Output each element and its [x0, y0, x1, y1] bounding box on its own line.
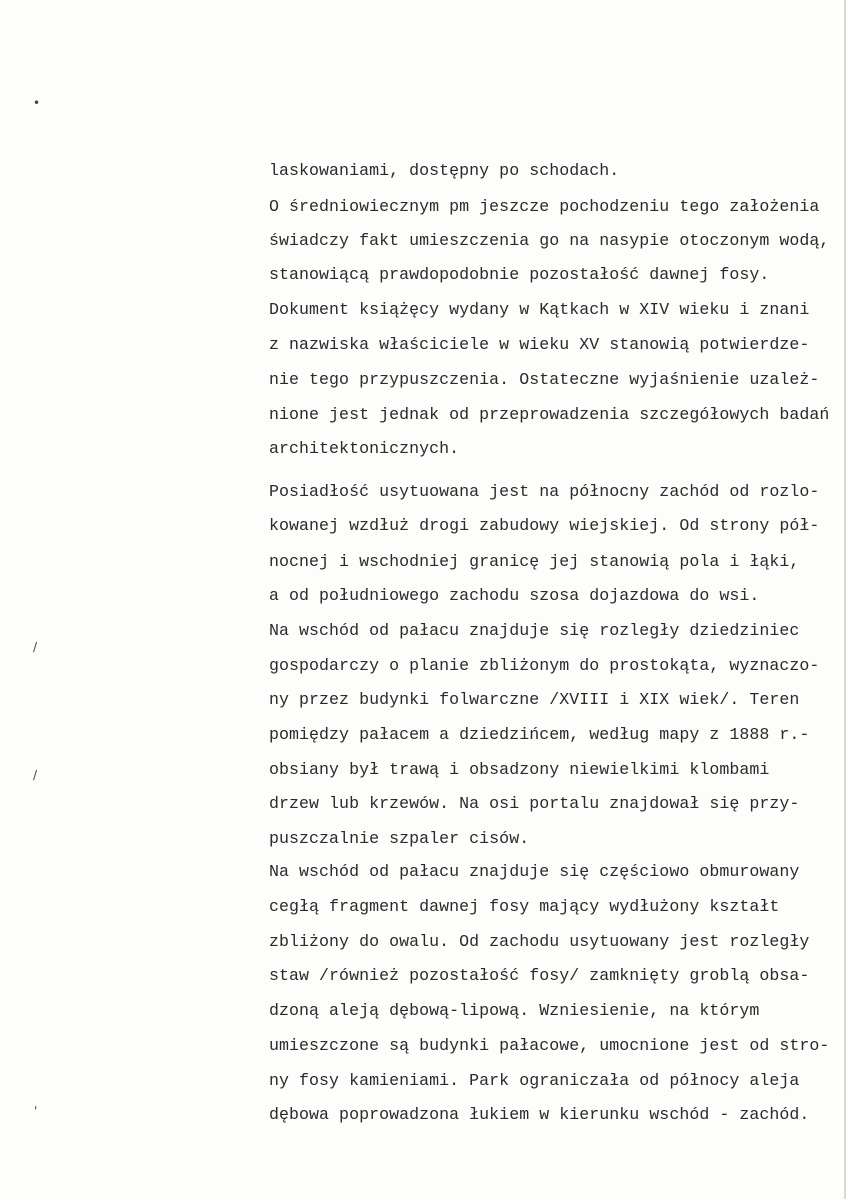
text-line: puszczalnie szpaler cisów.	[269, 829, 530, 848]
text-line: Na wschód od pałacu znajduje się częściowo obmurowany	[269, 862, 800, 881]
text-line: Dokument książęcy wydany w Kątkach w XIV wieku i znani	[269, 300, 810, 319]
text-line: Posiadłość usytuowana jest na północny zachód od rozlo-	[269, 482, 820, 501]
text-line: Na wschód od pałacu znajduje się rozległy dziedziniec	[269, 621, 800, 640]
text-line: kowanej wzdłuż drogi zabudowy wiejskiej. Od strony pół-	[269, 516, 820, 535]
text-line: zbliżony do owalu. Od zachodu usytuowany jest rozległy	[269, 932, 810, 951]
text-line: cegłą fragment dawnej fosy mający wydłużony kształt	[269, 897, 780, 916]
text-line: O średniowiecznym pm jeszcze pochodzeniu tego założenia	[269, 197, 820, 216]
margin-mark: /	[33, 768, 38, 782]
text-line: staw /również pozostałość fosy/ zamknięty groblą obsa-	[269, 966, 810, 985]
text-line: gospodarczy o planie zbliżonym do prostokąta, wyznaczo-	[269, 656, 820, 675]
text-line: obsiany był trawą i obsadzony niewielkimi klombami	[269, 760, 770, 779]
text-line: ny przez budynki folwarczne /XVIII i XIX wiek/. Teren	[269, 690, 800, 709]
text-line: nione jest jednak od przeprowadzenia szczegółowych badań	[269, 405, 830, 424]
margin-mark: •	[33, 96, 41, 110]
text-line: nocnej i wschodniej granicę jej stanowią pola i łąki,	[269, 552, 800, 571]
margin-mark: /	[33, 640, 38, 654]
text-line: stanowiącą prawdopodobnie pozostałość dawnej fosy.	[269, 265, 770, 284]
text-line: świadczy fakt umieszczenia go na nasypie otoczonym wodą,	[269, 231, 830, 250]
text-line: laskowaniami, dostępny po schodach.	[269, 161, 620, 180]
text-line: dębowa poprowadzona łukiem w kierunku wschód - zachód.	[269, 1105, 810, 1124]
margin-mark: '	[34, 1104, 38, 1118]
text-line: drzew lub krzewów. Na osi portalu znajdował się przy-	[269, 794, 800, 813]
text-line: ny fosy kamieniami. Park ograniczała od północy aleja	[269, 1071, 800, 1090]
text-line: nie tego przypuszczenia. Ostateczne wyjaśnienie uzależ-	[269, 370, 820, 389]
text-line: dzoną aleją dębową-lipową. Wzniesienie, na którym	[269, 1001, 760, 1020]
text-line: z nazwiska właściciele w wieku XV stanowią potwierdze-	[269, 335, 810, 354]
text-line: a od południowego zachodu szosa dojazdowa do wsi.	[269, 586, 760, 605]
text-line: umieszczone są budynki pałacowe, umocnione jest od stro-	[269, 1036, 830, 1055]
text-line: pomiędzy pałacem a dziedzińcem, według mapy z 1888 r.-	[269, 725, 810, 744]
text-line: architektonicznych.	[269, 439, 460, 458]
